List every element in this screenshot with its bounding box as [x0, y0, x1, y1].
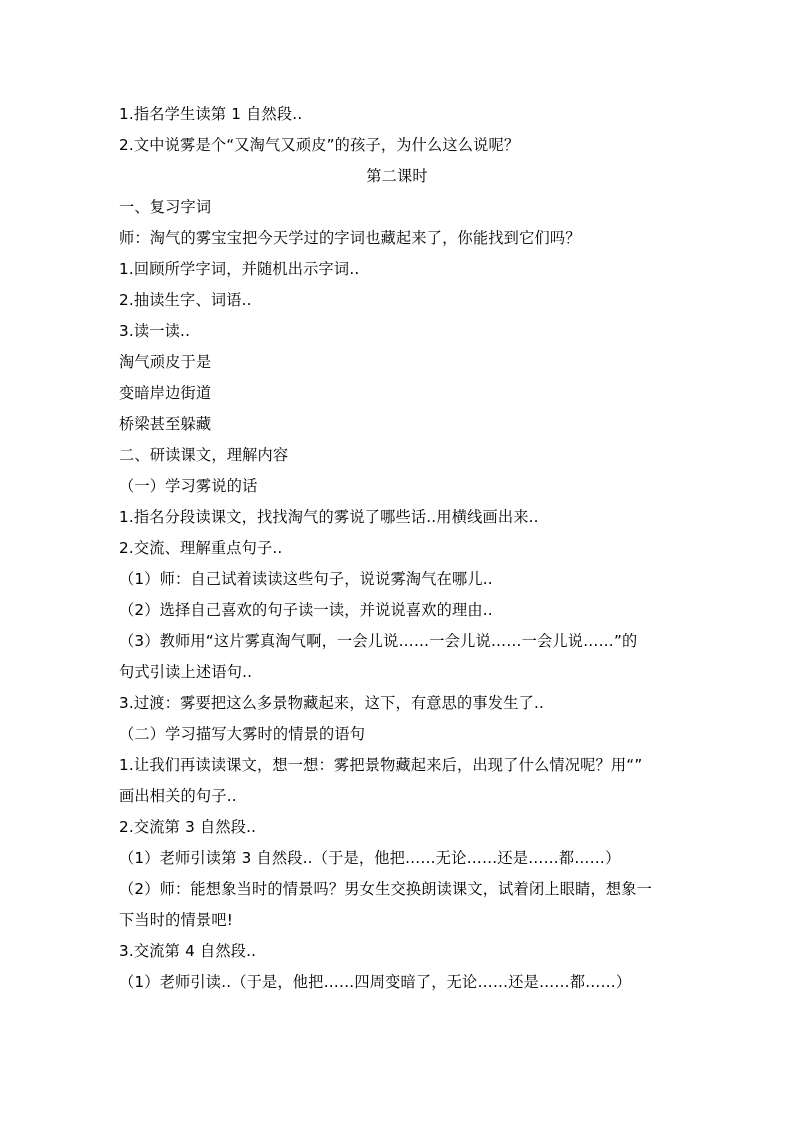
- text-line: 画出相关的句子..: [119, 787, 237, 805]
- text-line: （1）老师引读第 3 自然段..（于是，他把……无论……还是……都……）: [119, 849, 621, 867]
- text-line: 1.指名学生读第 1 自然段..: [119, 105, 303, 123]
- text-line: （2）师：能想象当时的情景吗？男女生交换朗读课文，试着闭上眼睛，想象一: [119, 880, 653, 898]
- text-line: （1）老师引读..（于是，他把……四周变暗了，无论……还是……都……）: [119, 973, 632, 991]
- text-line: 2.抽读生字、词语..: [119, 291, 252, 309]
- word-group: 桥梁甚至躲藏: [119, 415, 212, 433]
- text-line: 1.指名分段读课文，找找淘气的雾说了哪些话..用横线画出来..: [119, 508, 539, 526]
- subsection-heading: （一）学习雾说的话: [119, 477, 258, 495]
- text-line: （1）师：自己试着读读这些句子，说说雾淘气在哪儿..: [119, 570, 493, 588]
- text-line: 3.交流第 4 自然段..: [119, 942, 257, 960]
- text-line: 师：淘气的雾宝宝把今天学过的字词也藏起来了，你能找到它们吗？: [119, 229, 581, 247]
- text-line: 句式引读上述语句..: [119, 663, 253, 681]
- text-line: 2.交流第 3 自然段..: [119, 818, 257, 836]
- text-line: 下当时的情景吧!: [119, 911, 234, 929]
- text-line: 1.回顾所学字词，并随机出示字词..: [119, 260, 360, 278]
- text-line: 2.交流、理解重点句子..: [119, 539, 283, 557]
- text-line: 3.读一读..: [119, 322, 191, 340]
- word-group: 淘气顽皮于是: [119, 353, 212, 371]
- section-heading: 一、复习字词: [119, 198, 212, 216]
- text-line: （3）教师用“这片雾真淘气啊，一会儿说……一会儿说……一会儿说……”的: [119, 632, 638, 650]
- subsection-heading: （二）学习描写大雾时的情景的语句: [119, 725, 366, 743]
- text-line: 1.让我们再读读课文，想一想：雾把景物藏起来后，出现了什么情况呢？用“”: [119, 756, 643, 774]
- section-title: 第二课时: [366, 167, 428, 185]
- text-line: （2）选择自己喜欢的句子读一读，并说说喜欢的理由..: [119, 601, 493, 619]
- section-heading: 二、研读课文，理解内容: [119, 446, 289, 464]
- text-line: 3.过渡：雾要把这么多景物藏起来，这下，有意思的事发生了..: [119, 694, 545, 712]
- text-line: 2.文中说雾是个“又淘气又顽皮”的孩子，为什么这么说呢？: [119, 136, 520, 154]
- word-group: 变暗岸边街道: [119, 384, 212, 402]
